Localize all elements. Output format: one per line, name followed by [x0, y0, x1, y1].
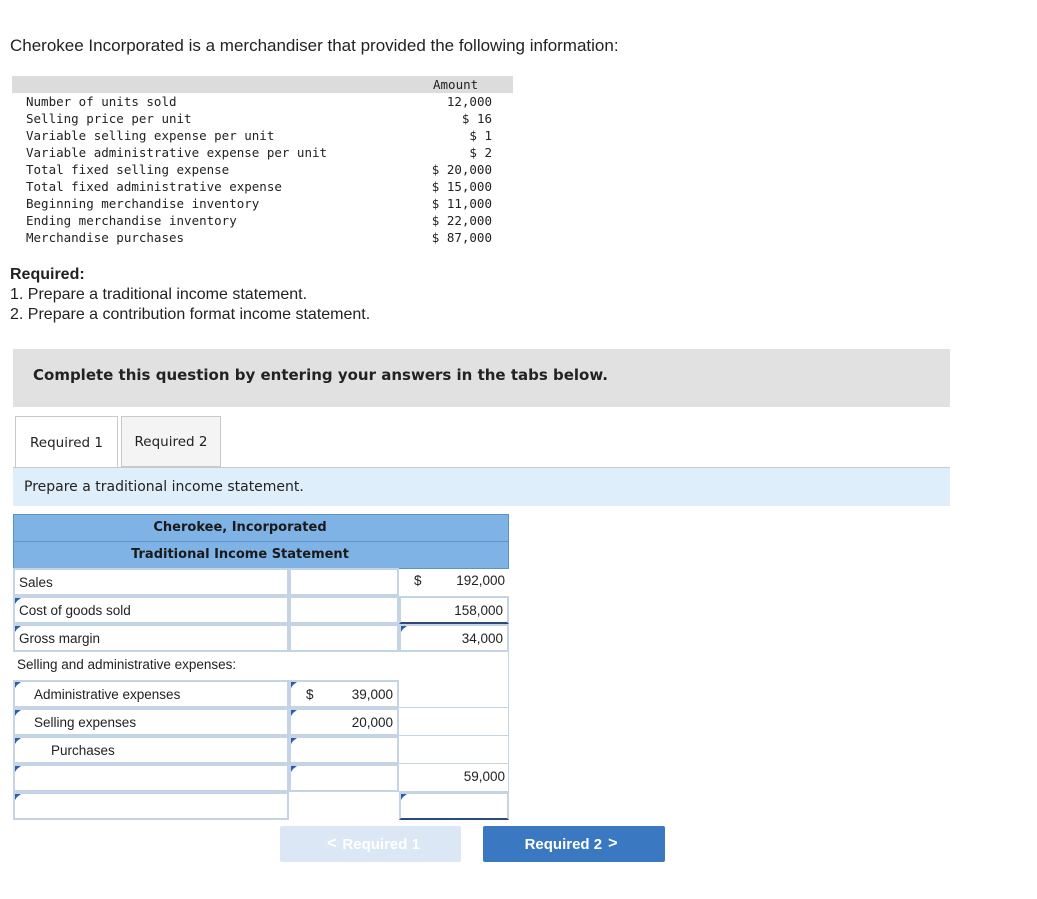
given-label: Variable administrative expense per unit [26, 145, 328, 160]
given-amount: $ 1 [469, 128, 492, 143]
grid-line [399, 763, 509, 764]
given-amount: $ 15,000 [431, 179, 492, 194]
required-section [10, 265, 370, 325]
given-amount: $ 16 [461, 111, 492, 126]
statement-title: Traditional Income Statement [131, 547, 349, 562]
statement-right-input[interactable] [399, 596, 509, 624]
input-marker-icon [15, 794, 21, 800]
given-amount: $ 11,000 [431, 196, 492, 211]
tab-label: Required 1 [30, 434, 103, 451]
statement-label-input[interactable] [13, 736, 289, 764]
banner-text: Complete this question by entering your answers in the tabs below. [33, 366, 608, 384]
mid-value: 39,000 [351, 687, 393, 702]
dollar-sign: $ [414, 573, 422, 588]
statement-label-input[interactable] [13, 680, 289, 708]
dollar-sign: $ [306, 687, 314, 702]
table-row [13, 792, 509, 820]
given-amount: $ 20,000 [431, 162, 492, 177]
table-row [13, 708, 509, 736]
input-marker-icon [291, 710, 297, 716]
statement-right-cell[interactable] [399, 708, 509, 736]
given-label: Selling price per unit [26, 111, 192, 126]
table-row [13, 568, 509, 596]
grid-line [399, 791, 509, 792]
statement-label-input[interactable] [13, 764, 289, 792]
income-statement [13, 514, 509, 815]
input-marker-icon [291, 682, 297, 688]
given-table-header [12, 76, 513, 93]
statement-mid-input[interactable] [289, 680, 399, 708]
statement-company-band [13, 514, 509, 542]
table-row [13, 736, 509, 764]
prev-required-1-button[interactable] [280, 826, 461, 862]
given-amount: $ 22,000 [431, 213, 492, 228]
input-marker-icon [15, 626, 21, 632]
table-row [13, 596, 509, 624]
statement-mid-input[interactable] [289, 736, 399, 764]
required-item: 1. Prepare a traditional income statement. [10, 286, 308, 303]
instruction-bar [13, 468, 950, 506]
given-amount: 12,000 [446, 94, 492, 109]
statement-label-input[interactable] [13, 792, 289, 820]
intro-text: Cherokee Incorporated is a merchandiser that provided the following information: [10, 36, 619, 55]
statement-label-input[interactable] [13, 708, 289, 736]
given-amount: $ 2 [469, 145, 492, 160]
table-row [13, 624, 509, 652]
given-row [12, 195, 513, 212]
next-button-label: Required 2 [524, 835, 603, 853]
statement-mid-input[interactable] [289, 596, 399, 624]
input-marker-icon [291, 766, 297, 772]
amount-column-header: Amount [433, 77, 479, 92]
statement-right-input[interactable] [399, 624, 509, 652]
prev-button-label: Required 1 [342, 835, 420, 853]
input-marker-icon [15, 682, 21, 688]
right-value: 158,000 [454, 603, 503, 618]
input-marker-icon [291, 738, 297, 744]
row-label: Cost of goods sold [19, 603, 131, 618]
statement-label-input[interactable] [13, 568, 289, 596]
statement-mid-input[interactable] [289, 624, 399, 652]
chevron-right-icon: > [608, 835, 618, 852]
right-value: 192,000 [456, 573, 505, 588]
statement-mid-cell [289, 652, 399, 680]
statement-right-input[interactable] [399, 792, 509, 820]
input-marker-icon [401, 794, 407, 800]
required-heading: Required: [10, 266, 85, 283]
statement-mid-input[interactable] [289, 764, 399, 792]
required-item: 2. Prepare a contribution format income statement. [10, 306, 371, 323]
table-row [13, 652, 509, 680]
statement-right-input[interactable] [399, 568, 509, 596]
given-info-table [12, 76, 513, 246]
row-label: Purchases [51, 743, 115, 758]
row-label: Gross margin [19, 631, 101, 646]
statement-label-input[interactable] [13, 624, 289, 652]
given-label: Total fixed selling expense [26, 162, 230, 177]
statement-right-cell[interactable] [399, 736, 509, 764]
tab-required-2[interactable] [121, 416, 221, 467]
given-label: Variable selling expense per unit [26, 128, 275, 143]
statement-right-cell [399, 652, 509, 680]
statement-mid-input[interactable] [289, 568, 399, 596]
input-marker-icon [401, 626, 407, 632]
given-row [12, 127, 513, 144]
given-row [12, 144, 513, 161]
given-row [12, 161, 513, 178]
grid-line [399, 735, 509, 736]
statement-label-input[interactable] [13, 596, 289, 624]
instruction-text: Prepare a traditional income statement. [24, 479, 304, 495]
grid-line [508, 652, 509, 792]
input-marker-icon [15, 738, 21, 744]
right-value: 34,000 [461, 631, 503, 646]
mid-value: 20,000 [351, 715, 393, 730]
statement-mid-input[interactable] [289, 708, 399, 736]
given-label: Merchandise purchases [26, 230, 185, 245]
row-label: Selling expenses [34, 715, 137, 730]
row-label: Sales [19, 575, 53, 590]
next-required-2-button[interactable] [483, 826, 665, 862]
given-label: Beginning merchandise inventory [26, 196, 260, 211]
statement-title-band [13, 541, 509, 569]
table-row [13, 764, 509, 792]
table-row [13, 680, 509, 708]
chevron-left-icon: < [327, 835, 337, 852]
given-row [12, 93, 513, 110]
given-label: Total fixed administrative expense [26, 179, 282, 194]
statement-right-cell[interactable] [399, 680, 509, 708]
tab-label: Required 2 [134, 433, 208, 450]
given-amount: $ 87,000 [431, 230, 492, 245]
right-value: 59,000 [463, 769, 505, 784]
tab-required-1[interactable] [15, 416, 118, 468]
statement-label [13, 652, 289, 680]
instructions-banner [13, 349, 950, 407]
given-row [12, 229, 513, 246]
input-marker-icon [15, 766, 21, 772]
input-marker-icon [15, 598, 21, 604]
given-row [12, 110, 513, 127]
input-marker-icon [15, 710, 21, 716]
row-label: Selling and administrative expenses: [17, 657, 237, 672]
given-label: Ending merchandise inventory [26, 213, 237, 228]
grid-line [399, 707, 509, 708]
statement-company: Cherokee, Incorporated [153, 520, 327, 535]
given-row [12, 212, 513, 229]
row-label: Administrative expenses [34, 687, 181, 702]
given-row [12, 178, 513, 195]
statement-right-input[interactable] [399, 764, 509, 792]
statement-mid-cell [289, 792, 399, 820]
given-label: Number of units sold [26, 94, 177, 109]
